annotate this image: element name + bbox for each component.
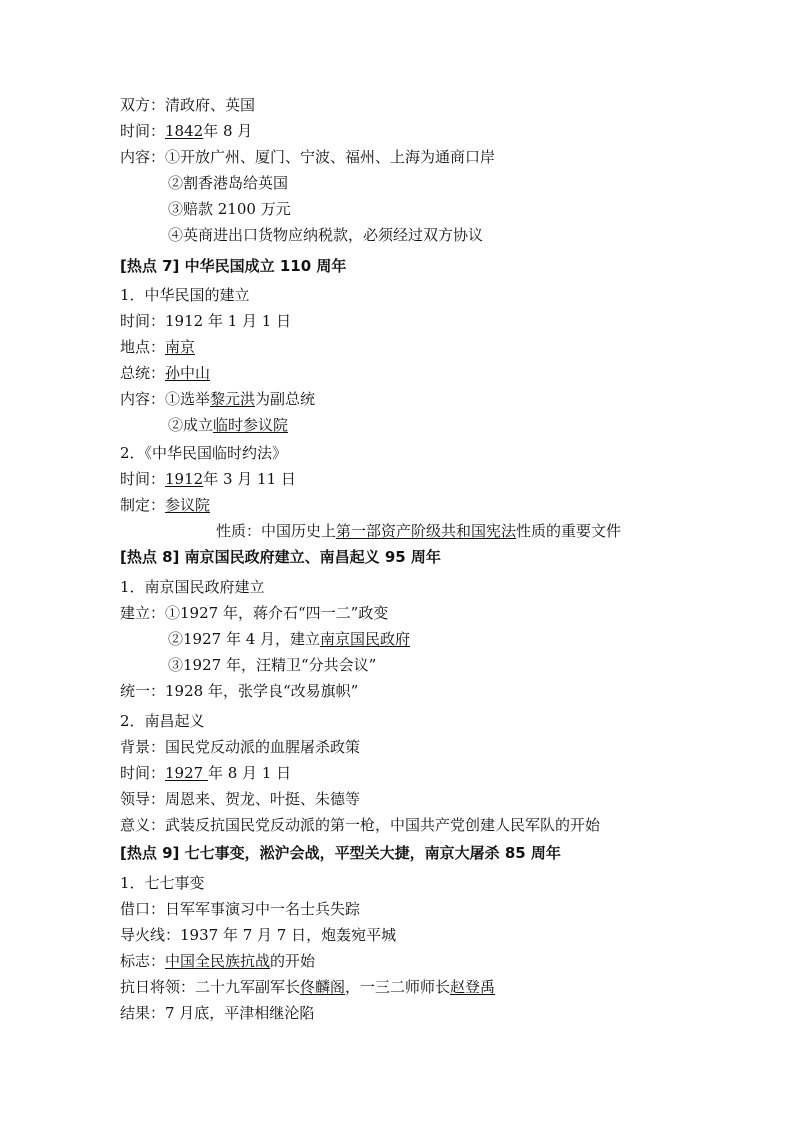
text-segment: 标志： bbox=[120, 952, 166, 970]
text-line bbox=[120, 577, 774, 597]
text-line bbox=[120, 1003, 774, 1023]
text-segment: 年 3 月 11 日 bbox=[203, 470, 296, 488]
underlined-term: 中国全民族抗战 bbox=[165, 952, 271, 970]
text-segment: [热点 7] 中华民国成立 110 周年 bbox=[120, 257, 347, 275]
underlined-term: 南京 bbox=[165, 338, 196, 356]
text-segment: [热点 9] 七七事变，淞沪会战，平型关大捷，南京大屠杀 85 周年 bbox=[120, 844, 561, 862]
text-segment: ③1927 年，汪精卫“分共会议” bbox=[168, 656, 377, 674]
text-segment: ②1927 年 4 月，建立 bbox=[168, 630, 321, 648]
text-segment: 抗日将领：二十九军副军长 bbox=[120, 978, 301, 996]
text-segment: 性质：中国历史上 bbox=[216, 522, 337, 540]
section-heading bbox=[120, 843, 774, 863]
text-line bbox=[120, 95, 774, 115]
underlined-term: 1927 bbox=[165, 764, 208, 782]
underlined-term: 第一部资产阶级共和国宪法 bbox=[336, 522, 517, 540]
text-segment: 时间： bbox=[120, 764, 166, 782]
section-heading bbox=[120, 547, 774, 567]
text-segment: 性质的重要文件 bbox=[516, 522, 622, 540]
text-segment: 1．七七事变 bbox=[120, 874, 205, 892]
text-segment: [热点 8] 南京国民政府建立、南昌起义 95 周年 bbox=[120, 548, 441, 566]
text-segment: 年 8 月 1 日 bbox=[207, 764, 292, 782]
text-segment: 双方：清政府、英国 bbox=[120, 96, 256, 114]
text-segment: 统一：1928 年，张学良“改易旗帜” bbox=[120, 682, 359, 700]
text-segment: 2．《中华民国临时约法》 bbox=[120, 444, 288, 462]
text-line bbox=[120, 763, 774, 783]
text-segment: 2．南昌起义 bbox=[120, 712, 205, 730]
text-segment: 内容：①选举 bbox=[120, 390, 211, 408]
text-line bbox=[120, 873, 774, 893]
text-segment: ③赔款 2100 万元 bbox=[168, 200, 291, 218]
text-segment: 1．中华民国的建立 bbox=[120, 286, 250, 304]
text-line bbox=[168, 629, 774, 649]
underlined-term: 赵登禹 bbox=[450, 978, 496, 996]
text-segment: 时间：1912 年 1 月 1 日 bbox=[120, 312, 292, 330]
text-segment: ②成立 bbox=[168, 416, 214, 434]
text-segment: 时间： bbox=[120, 470, 166, 488]
text-line bbox=[120, 389, 774, 409]
text-line bbox=[120, 311, 774, 331]
underlined-term: 临时参议院 bbox=[213, 416, 289, 434]
text-line bbox=[168, 415, 774, 435]
text-line bbox=[168, 173, 774, 193]
text-line bbox=[168, 655, 774, 675]
text-segment: 建立：①1927 年，蒋介石“四一二”政变 bbox=[120, 604, 389, 622]
text-line bbox=[120, 737, 774, 757]
text-segment: 总统： bbox=[120, 364, 166, 382]
underlined-term: 佟麟阁 bbox=[300, 978, 346, 996]
text-segment: 时间： bbox=[120, 122, 166, 140]
text-segment: 年 8 月 bbox=[203, 122, 253, 140]
text-segment: 领导：周恩来、贺龙、叶挺、朱德等 bbox=[120, 790, 361, 808]
text-line bbox=[120, 469, 774, 489]
text-line bbox=[120, 681, 774, 701]
text-segment: 意义：武装反抗国民党反动派的第一枪，中国共产党创建人民军队的开始 bbox=[120, 816, 601, 834]
text-line bbox=[168, 225, 774, 245]
text-line bbox=[120, 363, 774, 383]
section-heading bbox=[120, 256, 774, 276]
text-line bbox=[216, 521, 774, 541]
text-segment: 借口：日军军事演习中一名士兵失踪 bbox=[120, 900, 361, 918]
text-line bbox=[120, 789, 774, 809]
text-line bbox=[120, 977, 774, 997]
text-segment: 地点： bbox=[120, 338, 166, 356]
text-segment: 制定： bbox=[120, 496, 166, 514]
text-segment: 1．南京国民政府建立 bbox=[120, 578, 265, 596]
text-line bbox=[120, 925, 774, 945]
text-segment: 内容：①开放广州、厦门、宁波、福州、上海为通商口岸 bbox=[120, 148, 496, 166]
text-line bbox=[120, 815, 774, 835]
text-segment: 背景：国民党反动派的血腥屠杀政策 bbox=[120, 738, 361, 756]
text-line bbox=[120, 337, 774, 357]
text-segment: ②割香港岛给英国 bbox=[168, 174, 289, 192]
text-line bbox=[120, 495, 774, 515]
text-line bbox=[120, 711, 774, 731]
text-segment: 为副总统 bbox=[255, 390, 316, 408]
underlined-term: 参议院 bbox=[165, 496, 211, 514]
text-line bbox=[120, 899, 774, 919]
text-line bbox=[120, 603, 774, 623]
text-segment: 结果：7 月底，平津相继沦陷 bbox=[120, 1004, 315, 1022]
underlined-term: 1912 bbox=[165, 470, 204, 488]
text-segment: ④英商进出口货物应纳税款，必须经过双方协议 bbox=[168, 226, 484, 244]
text-line bbox=[120, 285, 774, 305]
underlined-term: 南京国民政府 bbox=[320, 630, 411, 648]
text-line bbox=[120, 147, 774, 167]
text-segment: 导火线：1937 年 7 月 7 日，炮轰宛平城 bbox=[120, 926, 397, 944]
text-segment: 的开始 bbox=[270, 952, 316, 970]
text-line bbox=[120, 121, 774, 141]
underlined-term: 黎元洪 bbox=[210, 390, 256, 408]
text-line bbox=[120, 443, 774, 463]
text-line bbox=[120, 951, 774, 971]
underlined-term: 孙中山 bbox=[165, 364, 211, 382]
text-segment: ，一三二师师长 bbox=[345, 978, 451, 996]
text-line bbox=[168, 199, 774, 219]
underlined-term: 1842 bbox=[165, 122, 204, 140]
